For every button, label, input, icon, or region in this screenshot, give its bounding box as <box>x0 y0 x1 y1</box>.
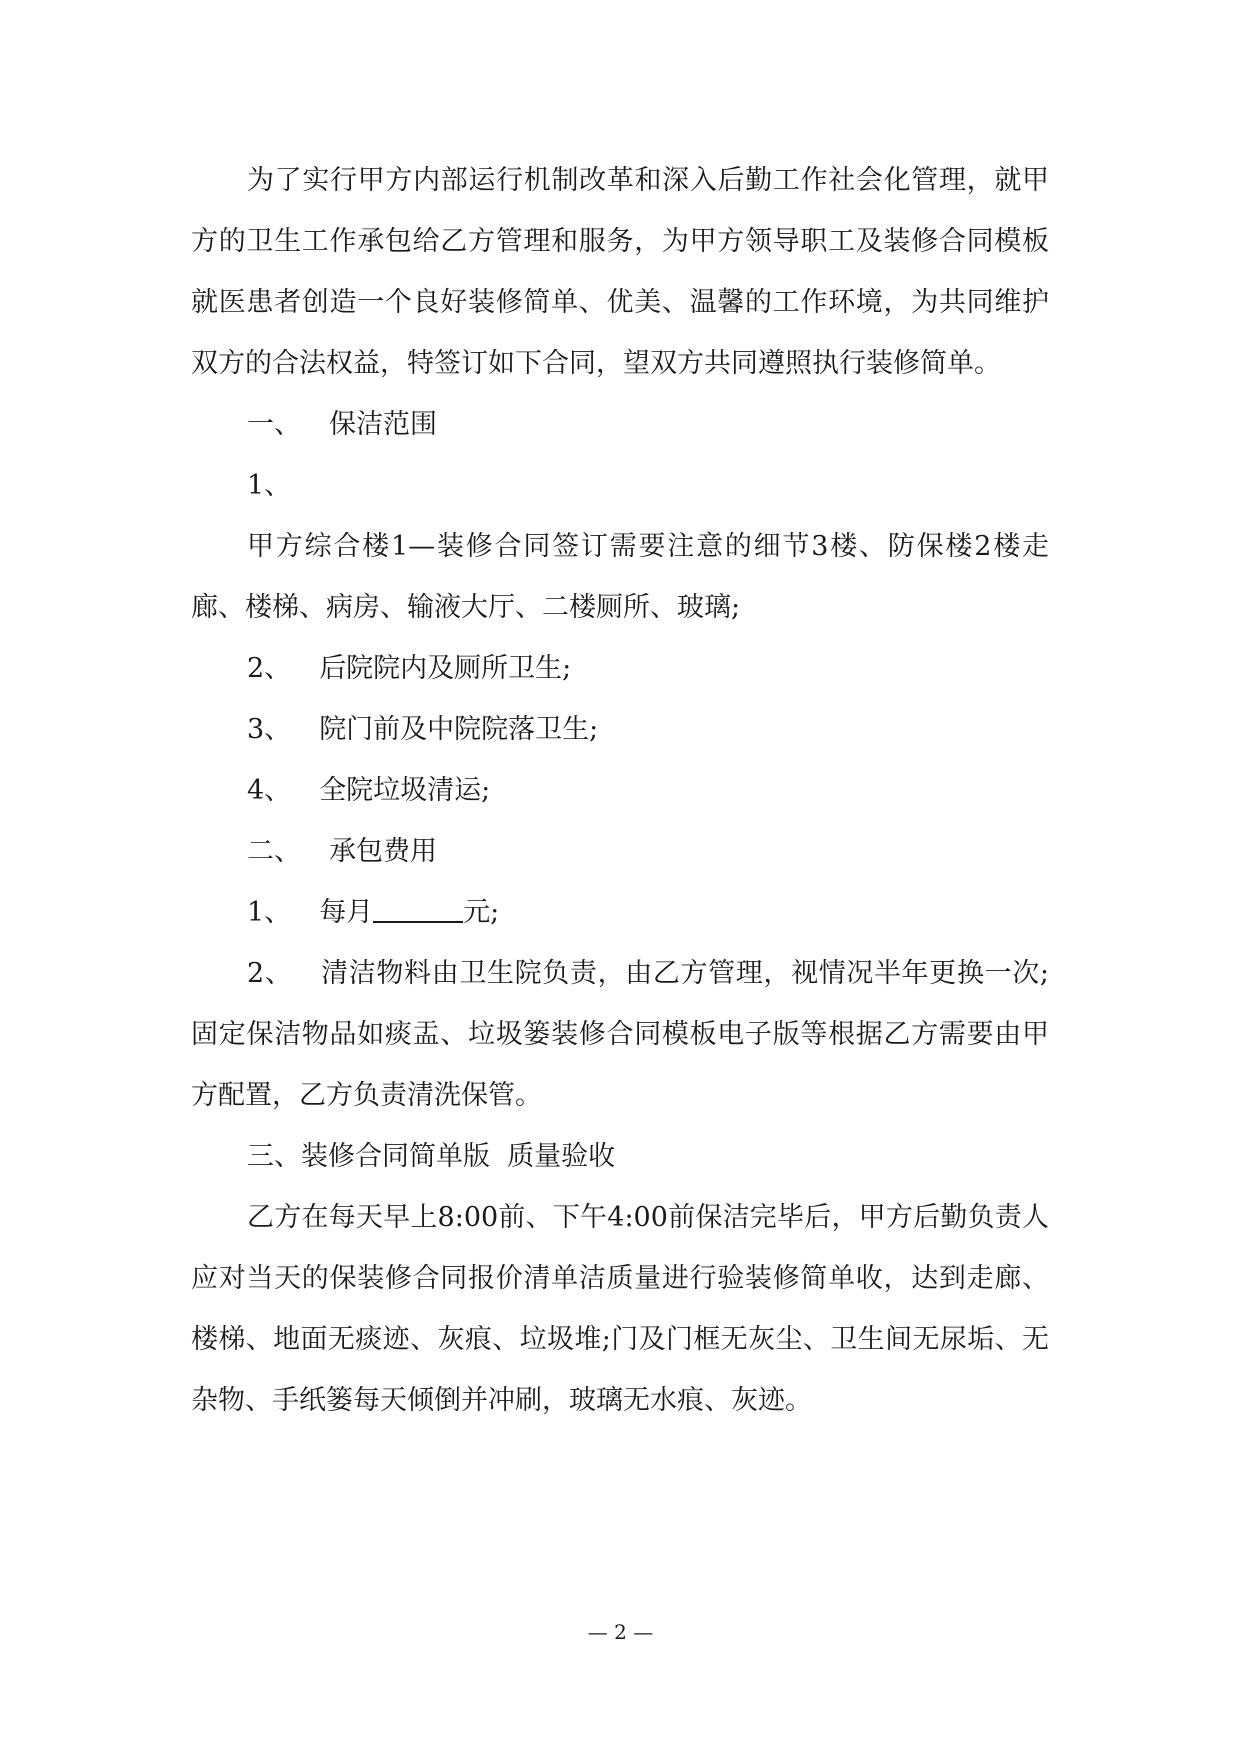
section-2-item-1-number: 1、 <box>247 897 292 928</box>
section-2-item-1 <box>191 882 1049 943</box>
section-2-item-1-suffix: 元; <box>463 897 500 928</box>
section-2-item-1-prefix: 每月 <box>319 897 374 928</box>
section-3-heading: 三、装修合同简单版 质量验收 <box>247 1141 616 1172</box>
section-2-item-2-number: 2、 <box>247 958 293 989</box>
section-1-item-4-number: 4、 <box>247 775 292 806</box>
section-1-item-1-text: 甲方综合楼1—装修合同签订需要注意的细节3楼、防保楼2楼走廊、楼梯、病房、输液大厅、二楼厕所、玻璃; <box>191 531 1049 623</box>
section-1-title: 保洁范围 <box>329 409 437 440</box>
section-2-item-2-text: 清洁物料由卫生院负责，由乙方管理，视情况半年更换一次;固定保洁物品如痰盂、垃圾篓装修合同模板电子版等根据乙方需要由甲方配置，乙方负责清洗保管。 <box>191 958 1049 1111</box>
section-1-item-1-number: 1、 <box>247 470 292 501</box>
section-1-item-3 <box>191 699 1049 760</box>
page-number: — 2 — <box>587 1620 654 1644</box>
section-1-item-2 <box>191 638 1049 699</box>
section-1-item-4-text: 全院垃圾清运; <box>319 775 491 806</box>
section-1-item-3-text: 院门前及中院院落卫生; <box>319 714 599 745</box>
section-1-item-2-text: 后院院内及厕所卫生; <box>319 653 572 684</box>
section-2-item-2 <box>191 943 1049 1126</box>
section-1-item-4 <box>191 760 1049 821</box>
section-2-title: 承包费用 <box>329 836 437 867</box>
section-1-item-3-number: 3、 <box>247 714 292 745</box>
intro-paragraph: 为了实行甲方内部运行机制改革和深入后勤工作社会化管理，就甲方的卫生工作承包给乙方管理和服务，为甲方领导职工及装修合同模板就医患者创造一个良好装修简单、优美、温馨的工作环境，为共同维护双方的合法权益，特签订如下合同，望双方共同遵照执行装修简单。 <box>191 165 1049 379</box>
section-1-heading <box>191 394 1049 455</box>
section-1-number: 一、 <box>247 409 301 440</box>
section-1-item-2-number: 2、 <box>247 653 292 684</box>
fee-blank-line <box>373 891 463 923</box>
section-2-number: 二、 <box>247 836 301 867</box>
document-body <box>191 150 1049 1431</box>
section-3-paragraph: 乙方在每天早上8:00前、下午4:00前保洁完毕后，甲方后勤负责人应对当天的保装修合同报价清单洁质量进行验装修简单收，达到走廊、楼梯、地面无痰迹、灰痕、垃圾堆;门及门框无灰尘、卫生间无尿垢、无杂物、手纸篓每天倾倒并冲刷，玻璃无水痕、灰迹。 <box>191 1202 1049 1416</box>
section-2-heading <box>191 821 1049 882</box>
